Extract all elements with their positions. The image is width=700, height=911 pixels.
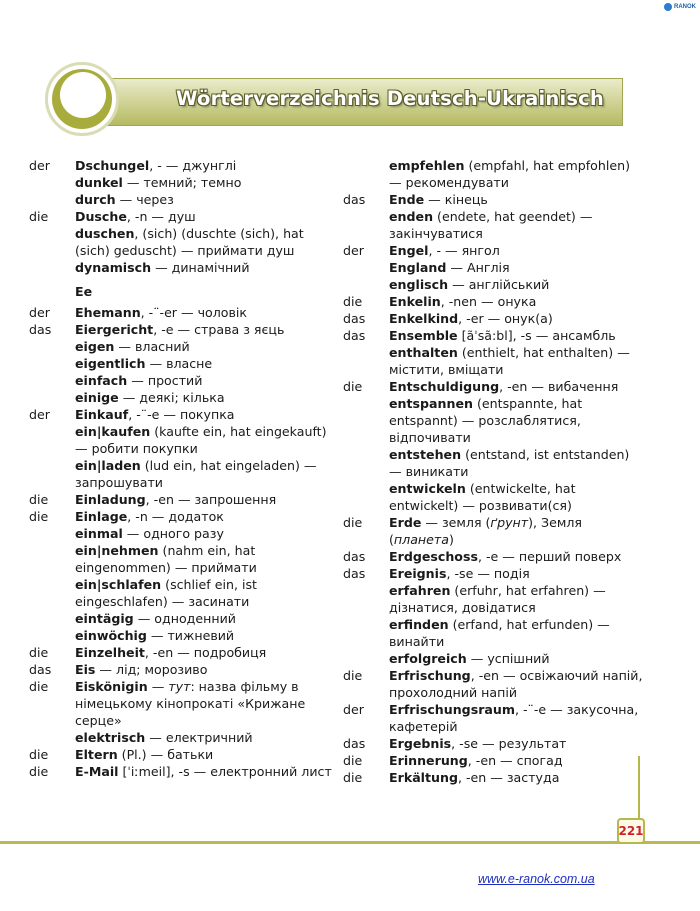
entry-article <box>29 355 75 372</box>
dictionary-entry <box>29 191 334 208</box>
right-entries <box>343 157 643 786</box>
entry-text <box>389 157 643 191</box>
entry-text <box>75 763 334 780</box>
entry-headword: Ensemble <box>389 328 458 343</box>
entry-text <box>75 746 334 763</box>
entry-text <box>75 225 334 259</box>
entry-headword: einwöchig <box>75 628 147 643</box>
entry-definition: — простий <box>127 373 203 388</box>
entry-article <box>29 576 75 610</box>
entry-definition: (erfuhr, hat erfahren) — дізнатися, довідатися <box>389 583 606 615</box>
entry-text <box>389 242 643 259</box>
entry-text <box>389 378 643 395</box>
entry-text <box>389 701 643 735</box>
entry-definition: ), Земля ( <box>389 515 582 547</box>
entry-article: die <box>29 509 49 524</box>
entry-headword: Engel <box>389 243 429 258</box>
entry-headword: Entschuldigung <box>389 379 500 394</box>
left-column <box>29 157 334 780</box>
dictionary-entry <box>343 650 643 667</box>
entry-definition: , -nen — онука <box>440 294 537 309</box>
entry-article <box>29 174 75 191</box>
entry-article <box>29 627 75 644</box>
entry-text <box>75 321 334 338</box>
dictionary-entry <box>343 191 643 208</box>
entry-headword: Ereignis <box>389 566 447 581</box>
entry-definition: : назва фільму в німецькому кінопрокаті «Крижане серце» <box>75 679 306 728</box>
entry-headword: Erdgeschoss <box>389 549 478 564</box>
entry-text <box>75 457 334 491</box>
entry-definition: , -¨-e — покупка <box>128 407 235 422</box>
banner-ring-inner <box>60 72 106 118</box>
entry-definition: , -en — освіжаючий напій, прохолодний напій <box>389 668 643 700</box>
entry-definition: (erfand, hat erfunden) — винайти <box>389 617 610 649</box>
publisher-link[interactable]: www.e-ranok.com.ua <box>478 872 595 886</box>
entry-article: das <box>343 328 366 343</box>
dictionary-entry <box>29 157 334 174</box>
dictionary-entry <box>343 752 643 769</box>
entry-article <box>29 457 75 491</box>
entry-headword: entstehen <box>389 447 462 462</box>
entry-headword: ein|schlafen <box>75 577 162 592</box>
entry-headword: erfinden <box>389 617 449 632</box>
entry-text <box>389 259 643 276</box>
entry-definition: (empfahl, hat empfohlen) — рекомендувати <box>389 158 630 190</box>
entry-headword: E-Mail <box>75 764 119 779</box>
dictionary-entry <box>343 208 643 242</box>
logo-mark-icon <box>664 3 672 11</box>
entry-text <box>75 729 334 746</box>
entry-headword: Enkelin <box>389 294 441 309</box>
dictionary-entry <box>29 389 334 406</box>
entry-text <box>75 174 334 191</box>
dictionary-entry <box>29 372 334 389</box>
entry-headword: eigentlich <box>75 356 146 371</box>
dictionary-entry <box>343 327 643 344</box>
entry-definition: (lud ein, hat eingeladen) — запрошувати <box>75 458 317 490</box>
entry-article: das <box>343 566 366 581</box>
dictionary-entry <box>343 582 643 616</box>
left-entries-d <box>29 157 334 276</box>
entry-text <box>389 327 643 344</box>
entry-text <box>75 542 334 576</box>
entry-headword: erfolgreich <box>389 651 467 666</box>
left-entries-e <box>29 304 334 780</box>
entry-text <box>75 304 334 321</box>
entry-definition: (Pl.) — батьки <box>117 747 214 762</box>
entry-article: das <box>343 311 366 326</box>
entry-headword: englisch <box>389 277 449 292</box>
entry-article: das <box>343 736 366 751</box>
dictionary-entry <box>29 225 334 259</box>
entry-article: der <box>29 407 50 422</box>
section-heading-e: Ee <box>75 284 93 299</box>
entry-text <box>389 616 643 650</box>
entry-article <box>343 446 389 480</box>
entry-headword: entwickeln <box>389 481 466 496</box>
entry-headword: Einkauf <box>75 407 129 422</box>
entry-article: die <box>29 747 49 762</box>
entry-text <box>389 344 643 378</box>
logo-text: RANOK <box>674 4 696 10</box>
entry-definition: [ãˈsã:bl], -s — ансамбль <box>457 328 616 343</box>
dictionary-entry <box>29 610 334 627</box>
entry-article: die <box>343 668 363 683</box>
dictionary-entry <box>29 491 334 508</box>
dictionary-entry <box>29 457 334 491</box>
entry-headword: einfach <box>75 373 128 388</box>
dictionary-entry <box>343 480 643 514</box>
entry-definition: , - — джунглі <box>149 158 237 173</box>
dictionary-entry <box>343 514 643 548</box>
entry-headword: dynamisch <box>75 260 152 275</box>
entry-headword: Eiskönigin <box>75 679 148 694</box>
entry-article <box>29 389 75 406</box>
entry-article: der <box>343 702 364 717</box>
entry-text <box>75 525 334 542</box>
entry-article <box>29 729 75 746</box>
entry-headword: Eiergericht <box>75 322 154 337</box>
entry-note: тут <box>168 679 191 694</box>
entry-headword: Dusche <box>75 209 127 224</box>
dictionary-entry <box>343 769 643 786</box>
entry-headword: duschen <box>75 226 135 241</box>
entry-article: die <box>29 645 49 660</box>
entry-note: планета <box>393 532 449 547</box>
entry-text <box>389 395 643 446</box>
entry-definition: (enthielt, hat enthalten) — містити, вміщати <box>389 345 630 377</box>
entry-text <box>389 480 643 514</box>
entry-article: das <box>343 549 366 564</box>
entry-headword: Ergebnis <box>389 736 452 751</box>
entry-article: die <box>29 492 49 507</box>
entry-text <box>389 582 643 616</box>
entry-definition: — англійський <box>448 277 550 292</box>
entry-article <box>343 259 389 276</box>
page-title: Wörterverzeichnis Deutsch-Ukrainisch <box>175 87 604 110</box>
entry-text <box>389 565 643 582</box>
entry-definition: , -en — запрошення <box>145 492 277 507</box>
entry-article <box>29 423 75 457</box>
entry-headword: ein|nehmen <box>75 543 159 558</box>
dictionary-entry <box>29 525 334 542</box>
entry-definition: — електричний <box>145 730 253 745</box>
entry-definition: , - — янгол <box>428 243 500 258</box>
entry-article <box>29 372 75 389</box>
entry-definition: — одного разу <box>122 526 224 541</box>
entry-text <box>389 650 643 667</box>
entry-article: die <box>29 764 49 779</box>
entry-text <box>75 372 334 389</box>
margin-line <box>638 756 640 821</box>
dictionary-entry <box>343 446 643 480</box>
entry-text <box>389 208 643 242</box>
entry-headword: Einzelheit <box>75 645 145 660</box>
entry-definition: , -¨-e — закусочна, кафетерій <box>389 702 639 734</box>
entry-article <box>29 225 75 259</box>
entry-article <box>343 344 389 378</box>
dictionary-entry <box>29 763 334 780</box>
entry-definition: — темний; темно <box>122 175 242 190</box>
dictionary-entry <box>29 627 334 644</box>
entry-article: der <box>343 243 364 258</box>
dictionary-entry <box>343 242 643 259</box>
entry-headword: Erde <box>389 515 422 530</box>
dictionary-entry <box>343 565 643 582</box>
entry-definition: , -¨-er — чоловік <box>140 305 248 320</box>
entry-article: die <box>343 515 363 530</box>
entry-headword: Erfrischungsraum <box>389 702 515 717</box>
entry-article <box>343 650 389 667</box>
entry-article: die <box>343 753 363 768</box>
entry-definition: (schlief ein, ist eingeschlafen) — засинати <box>75 577 257 609</box>
entry-article <box>29 610 75 627</box>
entry-headword: einige <box>75 390 119 405</box>
entry-text <box>389 310 643 327</box>
dictionary-entry <box>29 406 334 423</box>
title-banner <box>78 78 623 126</box>
dictionary-entry <box>343 310 643 327</box>
entry-text <box>75 610 334 627</box>
entry-definition: ) <box>448 532 454 547</box>
entry-text <box>75 355 334 372</box>
entry-headword: Einlage <box>75 509 128 524</box>
entry-text <box>389 191 643 208</box>
entry-article: die <box>343 294 363 309</box>
entry-definition: (entspannte, hat entspannt) — розслаблятися, відпочивати <box>389 396 583 445</box>
entry-headword: entspannen <box>389 396 473 411</box>
entry-text <box>75 338 334 355</box>
entry-headword: einmal <box>75 526 123 541</box>
entry-text <box>75 491 334 508</box>
entry-definition: (kaufte ein, hat eingekauft) — робити покупки <box>75 424 327 456</box>
entry-text <box>75 259 334 276</box>
dictionary-entry <box>29 259 334 276</box>
entry-definition: , -n — додаток <box>127 509 224 524</box>
entry-definition: , (sich) (duschte (sich), hat (sich) geduscht) — приймати душ <box>75 226 304 258</box>
page-number: 221 <box>617 818 645 844</box>
entry-article: der <box>29 305 50 320</box>
dictionary-entry <box>343 259 643 276</box>
entry-definition: — Англія <box>446 260 510 275</box>
entry-article <box>343 616 389 650</box>
entry-headword: Enkelkind <box>389 311 459 326</box>
entry-article <box>343 395 389 446</box>
entry-headword: Eis <box>75 662 96 677</box>
entry-definition: , -en — вибачення <box>499 379 619 394</box>
entry-text <box>389 667 643 701</box>
entry-definition: — власне <box>145 356 213 371</box>
dictionary-entry <box>29 355 334 372</box>
entry-article <box>343 582 389 616</box>
dictionary-entry <box>343 157 643 191</box>
entry-text <box>75 627 334 644</box>
entry-headword: Einladung <box>75 492 146 507</box>
dictionary-entry <box>343 616 643 650</box>
dictionary-entry <box>29 542 334 576</box>
entry-definition: [ˈiːmeil], -s — електронний лист <box>118 764 332 779</box>
entry-article: das <box>29 322 52 337</box>
dictionary-entry <box>29 508 334 525</box>
entry-headword: eintägig <box>75 611 134 626</box>
dictionary-entry <box>343 293 643 310</box>
entry-text <box>389 293 643 310</box>
footer-line <box>0 841 700 844</box>
entry-article: die <box>29 679 49 694</box>
entry-definition: — динамічний <box>151 260 250 275</box>
entry-article: die <box>343 770 363 785</box>
entry-article: die <box>343 379 363 394</box>
entry-definition: (entwickelte, hat entwickelt) — розвивати(ся) <box>389 481 576 513</box>
dictionary-entry <box>29 661 334 678</box>
dictionary-entry <box>29 729 334 746</box>
dictionary-entry <box>343 276 643 293</box>
entry-text <box>75 661 334 678</box>
entry-headword: Erinnerung <box>389 753 468 768</box>
entry-note: ґрунт <box>490 515 529 530</box>
dictionary-entry <box>29 304 334 321</box>
entry-definition: — одноденний <box>133 611 236 626</box>
entry-definition: , -e — страва з яєць <box>153 322 285 337</box>
entry-text <box>75 644 334 661</box>
entry-definition: , -er — онук(а) <box>458 311 553 326</box>
entry-definition: , -en — застуда <box>457 770 560 785</box>
entry-headword: Ehemann <box>75 305 141 320</box>
entry-definition: — успішний <box>466 651 550 666</box>
entry-article: der <box>29 158 50 173</box>
entry-article: die <box>29 209 49 224</box>
entry-article <box>343 276 389 293</box>
entry-text <box>75 208 334 225</box>
entry-headword: elektrisch <box>75 730 146 745</box>
entry-definition: , -n — душ <box>126 209 196 224</box>
dictionary-entry <box>343 735 643 752</box>
dictionary-entry <box>29 678 334 729</box>
entry-text <box>75 389 334 406</box>
right-column <box>343 157 643 786</box>
entry-headword: Eltern <box>75 747 118 762</box>
dictionary-entry <box>29 208 334 225</box>
entry-text <box>75 157 334 174</box>
entry-text <box>389 752 643 769</box>
entry-headword: Dschungel <box>75 158 150 173</box>
entry-text <box>389 514 643 548</box>
entry-headword: enden <box>389 209 434 224</box>
dictionary-entry <box>343 395 643 446</box>
entry-article <box>343 480 389 514</box>
dictionary-entry <box>29 321 334 338</box>
entry-article: das <box>29 662 52 677</box>
entry-headword: Erkältung <box>389 770 458 785</box>
entry-definition: — деякі; кілька <box>118 390 225 405</box>
entry-article: das <box>343 192 366 207</box>
dictionary-entry <box>343 378 643 395</box>
entry-definition: , -en — спогад <box>467 753 563 768</box>
entry-headword: Erfrischung <box>389 668 471 683</box>
entry-definition: — <box>147 679 169 694</box>
entry-headword: ein|laden <box>75 458 141 473</box>
entry-text <box>389 735 643 752</box>
dictionary-entry <box>29 746 334 763</box>
entry-article <box>29 542 75 576</box>
dictionary-entry <box>343 701 643 735</box>
entry-text <box>75 576 334 610</box>
entry-definition: , -en — подробиця <box>144 645 267 660</box>
entry-definition: — лід; морозиво <box>95 662 208 677</box>
entry-definition: (endete, hat geendet) — закінчуватися <box>389 209 593 241</box>
dictionary-entry <box>343 344 643 378</box>
entry-text <box>75 406 334 423</box>
entry-article <box>29 259 75 276</box>
entry-headword: ein|kaufen <box>75 424 151 439</box>
entry-headword: erfahren <box>389 583 451 598</box>
dictionary-entry <box>29 423 334 457</box>
entry-article <box>343 157 389 191</box>
publisher-logo <box>664 3 696 11</box>
entry-definition: — через <box>115 192 174 207</box>
entry-text <box>389 276 643 293</box>
entry-headword: enthalten <box>389 345 458 360</box>
entry-text <box>389 769 643 786</box>
dictionary-entry <box>343 667 643 701</box>
entry-text <box>75 191 334 208</box>
entry-definition: (entstand, ist entstanden) — виникати <box>389 447 630 479</box>
entry-text <box>75 423 334 457</box>
dictionary-entry <box>29 644 334 661</box>
entry-headword: dunkel <box>75 175 123 190</box>
entry-headword: empfehlen <box>389 158 465 173</box>
entry-definition: , -e — перший поверх <box>477 549 622 564</box>
entry-headword: eigen <box>75 339 115 354</box>
entry-text <box>389 446 643 480</box>
entry-article <box>29 191 75 208</box>
entry-definition: — земля ( <box>421 515 491 530</box>
entry-definition: — тижневий <box>146 628 235 643</box>
entry-text <box>75 508 334 525</box>
entry-article <box>29 525 75 542</box>
entry-definition: , -se — подія <box>446 566 530 581</box>
entry-definition: — власний <box>114 339 190 354</box>
dictionary-entry <box>29 174 334 191</box>
entry-text <box>75 678 334 729</box>
entry-definition: — кінець <box>424 192 488 207</box>
entry-article <box>343 208 389 242</box>
entry-text <box>389 548 643 565</box>
entry-headword: durch <box>75 192 116 207</box>
dictionary-entry <box>29 576 334 610</box>
entry-article <box>29 338 75 355</box>
dictionary-entry <box>29 338 334 355</box>
entry-headword: England <box>389 260 447 275</box>
entry-headword: Ende <box>389 192 425 207</box>
entry-definition: (nahm ein, hat eingenommen) — приймати <box>75 543 257 575</box>
dictionary-entry <box>343 548 643 565</box>
entry-definition: , -se — результат <box>451 736 567 751</box>
